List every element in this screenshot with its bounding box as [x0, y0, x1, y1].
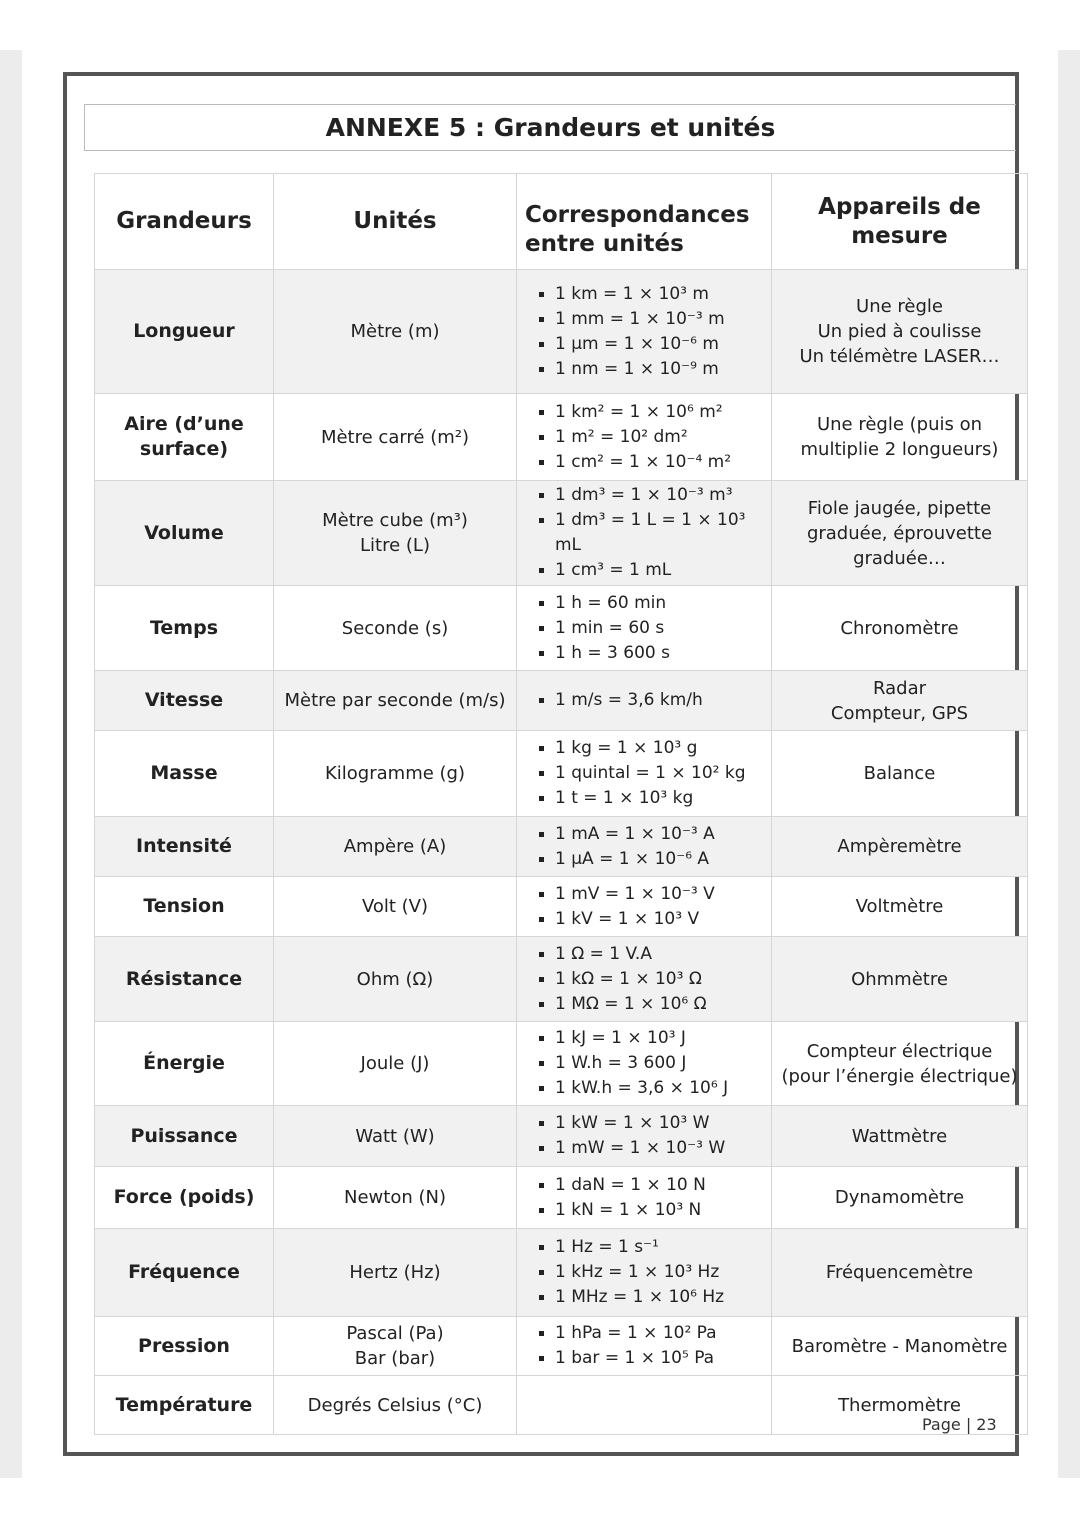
table-row — [95, 671, 1028, 731]
unite-cell: Newton (N) — [274, 1167, 517, 1229]
correspondance-item: 1 min = 60 s — [539, 616, 763, 641]
table-row — [95, 1167, 1028, 1229]
correspondance-item: 1 km² = 1 × 10⁶ m² — [539, 400, 763, 425]
table-row — [95, 1229, 1028, 1317]
correspondances-cell — [517, 481, 772, 586]
correspondances-cell — [517, 586, 772, 671]
appareil-cell: Radar Compteur, GPS — [772, 671, 1028, 731]
correspondance-list — [539, 400, 763, 475]
correspondance-item: 1 mV = 1 × 10⁻³ V — [539, 882, 763, 907]
correspondance-item: 1 dm³ = 1 L = 1 × 10³ mL — [539, 508, 763, 558]
appareil-cell: Une règle (puis on multiplie 2 longueurs) — [772, 394, 1028, 481]
correspondances-cell — [517, 937, 772, 1022]
grandeur-cell: Masse — [95, 731, 274, 817]
table-row — [95, 877, 1028, 937]
grandeur-cell: Intensité — [95, 817, 274, 877]
table-row — [95, 1022, 1028, 1106]
correspondance-list — [539, 882, 763, 932]
appareil-cell: Ohmmètre — [772, 937, 1028, 1022]
correspondance-item: 1 µm = 1 × 10⁻⁶ m — [539, 332, 763, 357]
unite-cell: Degrés Celsius (°C) — [274, 1376, 517, 1435]
correspondance-list — [539, 1026, 763, 1101]
appareil-cell: Baromètre - Manomètre — [772, 1317, 1028, 1376]
correspondances-cell — [517, 671, 772, 731]
grandeur-cell: Pression — [95, 1317, 274, 1376]
correspondance-item: 1 kJ = 1 × 10³ J — [539, 1026, 763, 1051]
correspondance-list — [539, 1111, 763, 1161]
page-title: ANNEXE 5 : Grandeurs et unités — [84, 104, 1016, 151]
appareil-cell: Une règle Un pied à coulisse Un télémètre LASER… — [772, 270, 1028, 394]
correspondance-item: 1 nm = 1 × 10⁻⁹ m — [539, 357, 763, 382]
unite-cell: Hertz (Hz) — [274, 1229, 517, 1317]
correspondance-item: 1 h = 60 min — [539, 591, 763, 616]
correspondances-cell — [517, 1317, 772, 1376]
unite-cell: Mètre cube (m³) Litre (L) — [274, 481, 517, 586]
unite-cell: Seconde (s) — [274, 586, 517, 671]
units-table — [94, 173, 1028, 1435]
grandeur-cell: Fréquence — [95, 1229, 274, 1317]
grandeur-cell: Énergie — [95, 1022, 274, 1106]
appareil-cell: Ampèremètre — [772, 817, 1028, 877]
table-row — [95, 1106, 1028, 1167]
correspondances-cell — [517, 1229, 772, 1317]
appareil-cell: Chronomètre — [772, 586, 1028, 671]
appareil-cell: Wattmètre — [772, 1106, 1028, 1167]
correspondances-cell — [517, 394, 772, 481]
correspondance-list — [539, 942, 763, 1017]
correspondance-item: 1 daN = 1 × 10 N — [539, 1173, 763, 1198]
correspondance-item: 1 bar = 1 × 10⁵ Pa — [539, 1346, 763, 1371]
correspondance-item: 1 mm = 1 × 10⁻³ m — [539, 307, 763, 332]
appareil-cell: Balance — [772, 731, 1028, 817]
unite-cell: Pascal (Pa) Bar (bar) — [274, 1317, 517, 1376]
correspondance-item: 1 t = 1 × 10³ kg — [539, 786, 763, 811]
header-appareils: Appareils de mesure — [772, 174, 1028, 270]
appareil-cell: Compteur électrique (pour l’énergie électrique) — [772, 1022, 1028, 1106]
correspondance-item: 1 W.h = 3 600 J — [539, 1051, 763, 1076]
correspondance-item: 1 quintal = 1 × 10² kg — [539, 761, 763, 786]
correspondances-cell — [517, 731, 772, 817]
correspondance-list — [539, 1321, 763, 1371]
table-row — [95, 731, 1028, 817]
appareil-cell: Fréquencemètre — [772, 1229, 1028, 1317]
appareil-cell: Voltmètre — [772, 877, 1028, 937]
grandeur-cell: Temps — [95, 586, 274, 671]
correspondance-item: 1 hPa = 1 × 10² Pa — [539, 1321, 763, 1346]
correspondance-item: 1 dm³ = 1 × 10⁻³ m³ — [539, 483, 763, 508]
correspondances-cell — [517, 817, 772, 877]
grandeur-cell: Force (poids) — [95, 1167, 274, 1229]
unite-cell: Kilogramme (g) — [274, 731, 517, 817]
correspondances-cell — [517, 1376, 772, 1435]
correspondances-cell — [517, 1167, 772, 1229]
correspondance-list — [539, 1173, 763, 1223]
correspondance-list — [539, 688, 763, 713]
correspondance-item: 1 cm³ = 1 mL — [539, 558, 763, 583]
table-row — [95, 481, 1028, 586]
unite-cell: Ampère (A) — [274, 817, 517, 877]
correspondance-list — [539, 483, 763, 583]
correspondance-item: 1 Hz = 1 s⁻¹ — [539, 1235, 763, 1260]
correspondance-item: 1 mA = 1 × 10⁻³ A — [539, 822, 763, 847]
table-row — [95, 1317, 1028, 1376]
page-margin-left — [0, 50, 22, 1478]
appareil-cell: Thermomètre — [772, 1376, 1028, 1435]
correspondance-item: 1 mW = 1 × 10⁻³ W — [539, 1136, 763, 1161]
grandeur-cell: Vitesse — [95, 671, 274, 731]
table-row — [95, 394, 1028, 481]
table-row — [95, 937, 1028, 1022]
correspondance-list — [539, 591, 763, 666]
unite-cell: Mètre carré (m²) — [274, 394, 517, 481]
correspondance-item: 1 km = 1 × 10³ m — [539, 282, 763, 307]
correspondances-cell — [517, 270, 772, 394]
correspondances-cell — [517, 1106, 772, 1167]
appareil-cell: Dynamomètre — [772, 1167, 1028, 1229]
correspondance-list — [539, 736, 763, 811]
correspondances-cell — [517, 1022, 772, 1106]
correspondance-item: 1 kW.h = 3,6 × 10⁶ J — [539, 1076, 763, 1101]
correspondance-item: 1 kg = 1 × 10³ g — [539, 736, 763, 761]
header-grandeurs: Grandeurs — [95, 174, 274, 270]
correspondance-item: 1 m/s = 3,6 km/h — [539, 688, 763, 713]
table-row — [95, 586, 1028, 671]
grandeur-cell: Tension — [95, 877, 274, 937]
table-header-row — [95, 174, 1028, 270]
grandeur-cell: Volume — [95, 481, 274, 586]
correspondance-item: 1 kΩ = 1 × 10³ Ω — [539, 967, 763, 992]
table-row — [95, 1376, 1028, 1435]
page-margin-right — [1058, 50, 1080, 1478]
grandeur-cell: Puissance — [95, 1106, 274, 1167]
correspondance-item: 1 MHz = 1 × 10⁶ Hz — [539, 1285, 763, 1310]
page-number: Page | 23 — [922, 1415, 997, 1434]
correspondance-item: 1 kW = 1 × 10³ W — [539, 1111, 763, 1136]
correspondance-item: 1 m² = 10² dm² — [539, 425, 763, 450]
header-correspondances: Correspondances entre unités — [517, 174, 772, 270]
table-row — [95, 270, 1028, 394]
unite-cell: Volt (V) — [274, 877, 517, 937]
unite-cell: Mètre par seconde (m/s) — [274, 671, 517, 731]
correspondances-cell — [517, 877, 772, 937]
grandeur-cell: Longueur — [95, 270, 274, 394]
correspondance-list — [539, 822, 763, 872]
header-unites: Unités — [274, 174, 517, 270]
correspondance-item: 1 kHz = 1 × 10³ Hz — [539, 1260, 763, 1285]
grandeur-cell: Température — [95, 1376, 274, 1435]
correspondance-list — [539, 1235, 763, 1310]
unite-cell: Joule (J) — [274, 1022, 517, 1106]
correspondance-item: 1 kN = 1 × 10³ N — [539, 1198, 763, 1223]
table-row — [95, 817, 1028, 877]
correspondance-item: 1 cm² = 1 × 10⁻⁴ m² — [539, 450, 763, 475]
correspondance-item: 1 Ω = 1 V.A — [539, 942, 763, 967]
unite-cell: Mètre (m) — [274, 270, 517, 394]
grandeur-cell: Aire (d’une surface) — [95, 394, 274, 481]
unite-cell: Watt (W) — [274, 1106, 517, 1167]
unite-cell: Ohm (Ω) — [274, 937, 517, 1022]
correspondance-item: 1 h = 3 600 s — [539, 641, 763, 666]
correspondance-item: 1 kV = 1 × 10³ V — [539, 907, 763, 932]
grandeur-cell: Résistance — [95, 937, 274, 1022]
correspondance-list — [539, 282, 763, 382]
correspondance-item: 1 MΩ = 1 × 10⁶ Ω — [539, 992, 763, 1017]
appareil-cell: Fiole jaugée, pipette graduée, éprouvette graduée… — [772, 481, 1028, 586]
correspondance-item: 1 µA = 1 × 10⁻⁶ A — [539, 847, 763, 872]
